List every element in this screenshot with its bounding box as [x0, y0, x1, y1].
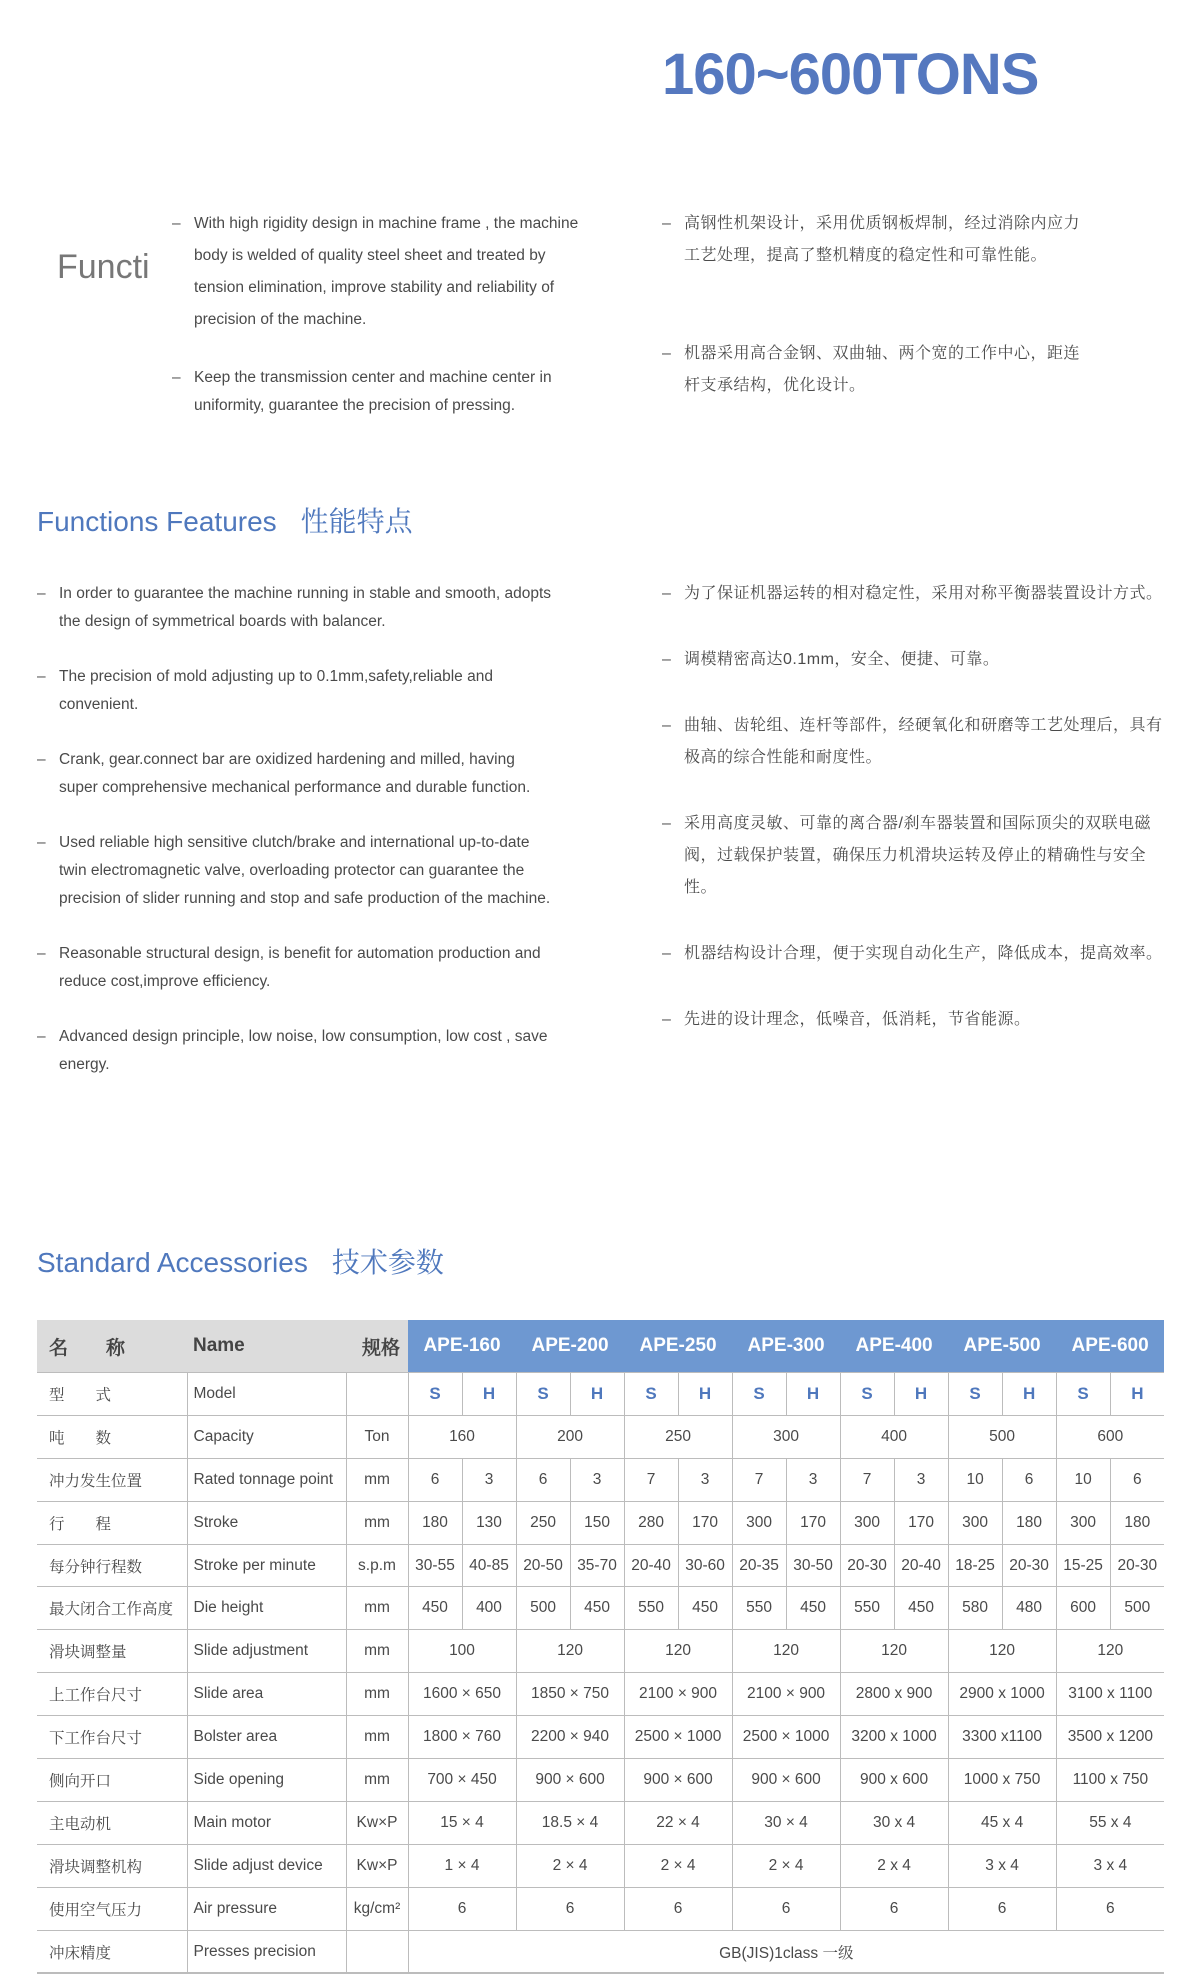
spec-value-cell: 100 — [408, 1630, 516, 1673]
feature-en-item: – In order to guarantee the machine running in stable and smooth, adopts the design of symmetrical boards with balancer. — [37, 580, 557, 636]
spec-value-cell: 15 × 4 — [408, 1801, 516, 1844]
intro-zh-item: – 高钢性机架设计，采用优质钢板焊制，经过消除内应力工艺处理，提高了整机精度的稳定性和可靠性能。 — [662, 208, 1082, 272]
spec-value-cell: 120 — [840, 1630, 948, 1673]
type-cell: H — [678, 1373, 732, 1416]
feature-zh-item: – 先进的设计理念，低噪音，低消耗，节省能源。 — [662, 1004, 1172, 1036]
spec-value-cell: 3500 x 1200 — [1056, 1716, 1164, 1759]
spec-value-cell: 2 × 4 — [732, 1844, 840, 1887]
row-label-en: Slide adjustment — [187, 1630, 346, 1673]
intro-side-label: Functi — [57, 248, 150, 286]
spec-value-cell: 150 — [570, 1501, 624, 1544]
row-label-zh: 最大闭合工作高度 — [37, 1587, 187, 1630]
row-unit: mm — [346, 1630, 408, 1673]
spec-value-cell: 2 × 4 — [624, 1844, 732, 1887]
spec-value-cell: 6 — [408, 1458, 462, 1501]
spec-row — [37, 1415, 1164, 1458]
spec-value-cell: 2 x 4 — [840, 1844, 948, 1887]
spec-value-cell: 3 — [786, 1458, 840, 1501]
spec-row — [37, 1801, 1164, 1844]
spec-value-cell: 550 — [840, 1587, 894, 1630]
row-label-zh: 吨 数 — [37, 1415, 187, 1458]
spec-value-cell: 2200 × 940 — [516, 1716, 624, 1759]
spec-value-cell: 20-30 — [1002, 1544, 1056, 1587]
feature-zh-item: – 曲轴、齿轮组、连杆等部件，经硬氧化和研磨等工艺处理后，具有极高的综合性能和耐度性。 — [662, 710, 1172, 774]
spec-row — [37, 1759, 1164, 1802]
spec-value-cell: 55 x 4 — [1056, 1801, 1164, 1844]
row-label-zh: 冲床精度 — [37, 1930, 187, 1973]
type-cell: H — [1110, 1373, 1164, 1416]
row-label-en: Presses precision — [187, 1930, 346, 1973]
spec-value-cell: 300 — [732, 1415, 840, 1458]
spec-value-cell: 450 — [570, 1587, 624, 1630]
spec-value-cell: 3 — [570, 1458, 624, 1501]
row-label-en: Side opening — [187, 1759, 346, 1802]
spec-value-cell: 900 x 600 — [840, 1759, 948, 1802]
spec-value-cell: 200 — [516, 1415, 624, 1458]
spec-value-cell: 1600 × 650 — [408, 1673, 516, 1716]
header-model: APE-600 — [1056, 1320, 1164, 1373]
spec-value-cell: 2100 × 900 — [624, 1673, 732, 1716]
spec-value-cell: 10 — [948, 1458, 1002, 1501]
spec-value-cell: 3 x 4 — [1056, 1844, 1164, 1887]
spec-value-cell: 170 — [894, 1501, 948, 1544]
spec-value-cell: 450 — [408, 1587, 462, 1630]
spec-value-cell: 550 — [732, 1587, 786, 1630]
spec-value-cell: 400 — [840, 1415, 948, 1458]
type-cell: H — [462, 1373, 516, 1416]
header-name-zh: 名 称 — [37, 1320, 187, 1373]
spec-value-cell: 2900 x 1000 — [948, 1673, 1056, 1716]
spec-value-cell: 250 — [624, 1415, 732, 1458]
spec-value-cell: 20-40 — [894, 1544, 948, 1587]
spec-value-cell: 20-30 — [840, 1544, 894, 1587]
spec-value-cell: 900 × 600 — [516, 1759, 624, 1802]
spec-value-cell: 6 — [840, 1887, 948, 1930]
row-unit — [346, 1373, 408, 1416]
header-model: APE-400 — [840, 1320, 948, 1373]
header-model: APE-200 — [516, 1320, 624, 1373]
row-label-zh: 每分钟行程数 — [37, 1544, 187, 1587]
spec-value-cell: 120 — [1056, 1630, 1164, 1673]
type-cell: S — [624, 1373, 678, 1416]
row-unit: mm — [346, 1673, 408, 1716]
row-label-zh: 主电动机 — [37, 1801, 187, 1844]
spec-header-row — [37, 1320, 1164, 1373]
spec-value-cell: 3100 x 1100 — [1056, 1673, 1164, 1716]
precision-value: GB(JIS)1class 一级 — [408, 1930, 1164, 1973]
row-label-zh: 滑块调整量 — [37, 1630, 187, 1673]
precision-row — [37, 1930, 1164, 1973]
spec-value-cell: 1850 × 750 — [516, 1673, 624, 1716]
intro-zh-item: – 机器采用高合金钢、双曲轴、两个宽的工作中心，距连杆支承结构，优化设计。 — [662, 338, 1082, 402]
row-unit: mm — [346, 1501, 408, 1544]
spec-value-cell: 400 — [462, 1587, 516, 1630]
spec-value-cell: 180 — [1110, 1501, 1164, 1544]
spec-value-cell: 3 — [462, 1458, 516, 1501]
row-label-en: Capacity — [187, 1415, 346, 1458]
model-type-row — [37, 1373, 1164, 1416]
intro-en-item: – With high rigidity design in machine frame , the machine body is welded of quality steel sheet and treated by tension elimination, improve stability and reliability of precision of the machine. — [172, 208, 592, 336]
spec-value-cell: 2500 × 1000 — [732, 1716, 840, 1759]
feature-en-item: – Reasonable structural design, is benefit for automation production and reduce cost,improve efficiency. — [37, 940, 557, 996]
spec-value-cell: 20-40 — [624, 1544, 678, 1587]
row-label-en: Model — [187, 1373, 346, 1416]
spec-value-cell: 6 — [732, 1887, 840, 1930]
spec-value-cell: 2 × 4 — [516, 1844, 624, 1887]
spec-value-cell: 180 — [408, 1501, 462, 1544]
feature-zh-item: – 调模精密高达0.1mm，安全、便捷、可靠。 — [662, 644, 1172, 676]
spec-value-cell: 3 — [894, 1458, 948, 1501]
spec-value-cell: 120 — [732, 1630, 840, 1673]
feature-zh-item: – 机器结构设计合理，便于实现自动化生产，降低成本，提高效率。 — [662, 938, 1172, 970]
header-model: APE-500 — [948, 1320, 1056, 1373]
intro-zh-list — [662, 208, 1082, 402]
spec-value-cell: 170 — [786, 1501, 840, 1544]
spec-value-cell: 450 — [786, 1587, 840, 1630]
spec-value-cell: 20-30 — [1110, 1544, 1164, 1587]
row-unit: Ton — [346, 1415, 408, 1458]
row-label-en: Slide area — [187, 1673, 346, 1716]
row-unit: mm — [346, 1458, 408, 1501]
features-en-list — [37, 580, 557, 1079]
row-label-zh: 侧向开口 — [37, 1759, 187, 1802]
spec-value-cell: 6 — [624, 1887, 732, 1930]
spec-value-cell: 30-50 — [786, 1544, 840, 1587]
spec-value-cell: 2100 × 900 — [732, 1673, 840, 1716]
spec-value-cell: 180 — [1002, 1501, 1056, 1544]
row-label-en: Stroke per minute — [187, 1544, 346, 1587]
type-cell: H — [894, 1373, 948, 1416]
header-unit: 规格 — [346, 1320, 408, 1373]
spec-value-cell: 3 — [678, 1458, 732, 1501]
row-label-en: Main motor — [187, 1801, 346, 1844]
spec-value-cell: 6 — [1002, 1458, 1056, 1501]
spec-value-cell: 18.5 × 4 — [516, 1801, 624, 1844]
row-label-zh: 滑块调整机构 — [37, 1844, 187, 1887]
type-cell: H — [1002, 1373, 1056, 1416]
row-unit: kg/cm² — [346, 1887, 408, 1930]
spec-value-cell: 7 — [732, 1458, 786, 1501]
spec-value-cell: 450 — [894, 1587, 948, 1630]
type-cell: S — [840, 1373, 894, 1416]
spec-value-cell: 6 — [948, 1887, 1056, 1930]
feature-zh-item: – 采用高度灵敏、可靠的离合器/刹车器装置和国际顶尖的双联电磁阀，过载保护装置，确保压力机滑块运转及停止的精确性与安全性。 — [662, 808, 1172, 904]
spec-value-cell: 170 — [678, 1501, 732, 1544]
spec-value-cell: 6 — [516, 1458, 570, 1501]
type-cell: S — [732, 1373, 786, 1416]
row-label-zh: 下工作台尺寸 — [37, 1716, 187, 1759]
row-label-zh: 行 程 — [37, 1501, 187, 1544]
row-unit: mm — [346, 1716, 408, 1759]
features-title-zh: 性能特点 — [300, 506, 413, 537]
spec-row — [37, 1630, 1164, 1673]
spec-value-cell: 300 — [840, 1501, 894, 1544]
row-label-en: Air pressure — [187, 1887, 346, 1930]
spec-value-cell: 250 — [516, 1501, 570, 1544]
specs-title-zh: 技术参数 — [331, 1247, 444, 1278]
spec-value-cell: 7 — [840, 1458, 894, 1501]
row-unit: Kw×P — [346, 1844, 408, 1887]
feature-en-item: – Advanced design principle, low noise, low consumption, low cost , save energy. — [37, 1023, 557, 1079]
spec-value-cell: 300 — [732, 1501, 786, 1544]
spec-value-cell: 900 × 600 — [624, 1759, 732, 1802]
spec-value-cell: 500 — [948, 1415, 1056, 1458]
spec-value-cell: 300 — [1056, 1501, 1110, 1544]
spec-value-cell: 580 — [948, 1587, 1002, 1630]
feature-en-item: – The precision of mold adjusting up to 0.1mm,safety,reliable and convenient. — [37, 663, 557, 719]
spec-value-cell: 45 x 4 — [948, 1801, 1056, 1844]
spec-value-cell: 160 — [408, 1415, 516, 1458]
spec-value-cell: 120 — [948, 1630, 1056, 1673]
row-unit: mm — [346, 1587, 408, 1630]
spec-value-cell: 130 — [462, 1501, 516, 1544]
type-cell: H — [786, 1373, 840, 1416]
spec-table — [37, 1320, 1164, 1974]
row-label-zh: 使用空气压力 — [37, 1887, 187, 1930]
row-label-zh: 上工作台尺寸 — [37, 1673, 187, 1716]
spec-value-cell: 6 — [516, 1887, 624, 1930]
spec-value-cell: 1 × 4 — [408, 1844, 516, 1887]
spec-value-cell: 450 — [678, 1587, 732, 1630]
spec-row — [37, 1501, 1164, 1544]
spec-value-cell: 600 — [1056, 1415, 1164, 1458]
spec-value-cell: 1000 x 750 — [948, 1759, 1056, 1802]
row-label-zh: 型 式 — [37, 1373, 187, 1416]
spec-value-cell: 35-70 — [570, 1544, 624, 1587]
header-model: APE-160 — [408, 1320, 516, 1373]
spec-value-cell: 3300 x1100 — [948, 1716, 1056, 1759]
spec-value-cell: 3 x 4 — [948, 1844, 1056, 1887]
spec-value-cell: 30 x 4 — [840, 1801, 948, 1844]
spec-value-cell: 1100 x 750 — [1056, 1759, 1164, 1802]
spec-value-cell: 2500 × 1000 — [624, 1716, 732, 1759]
header-model: APE-250 — [624, 1320, 732, 1373]
features-title-en: Functions Features — [37, 506, 277, 537]
type-cell: S — [408, 1373, 462, 1416]
spec-row — [37, 1673, 1164, 1716]
features-zh-list — [662, 578, 1172, 1036]
spec-value-cell: 22 × 4 — [624, 1801, 732, 1844]
spec-value-cell: 2800 x 900 — [840, 1673, 948, 1716]
spec-value-cell: 6 — [1056, 1887, 1164, 1930]
header-model: APE-300 — [732, 1320, 840, 1373]
spec-value-cell: 1800 × 760 — [408, 1716, 516, 1759]
spec-value-cell: 20-50 — [516, 1544, 570, 1587]
spec-value-cell: 600 — [1056, 1587, 1110, 1630]
spec-value-cell: 500 — [1110, 1587, 1164, 1630]
spec-row — [37, 1887, 1164, 1930]
spec-value-cell: 280 — [624, 1501, 678, 1544]
spec-value-cell: 10 — [1056, 1458, 1110, 1501]
spec-row — [37, 1716, 1164, 1759]
spec-value-cell: 300 — [948, 1501, 1002, 1544]
row-label-en: Stroke — [187, 1501, 346, 1544]
row-unit: mm — [346, 1759, 408, 1802]
spec-value-cell: 6 — [408, 1887, 516, 1930]
spec-value-cell: 120 — [624, 1630, 732, 1673]
specs-heading — [37, 1241, 444, 1281]
spec-value-cell: 15-25 — [1056, 1544, 1110, 1587]
spec-value-cell: 3200 x 1000 — [840, 1716, 948, 1759]
intro-en-list — [172, 208, 592, 420]
row-label-en: Bolster area — [187, 1716, 346, 1759]
spec-value-cell: 500 — [516, 1587, 570, 1630]
spec-row — [37, 1844, 1164, 1887]
feature-zh-item: – 为了保证机器运转的相对稳定性，采用对称平衡器装置设计方式。 — [662, 578, 1172, 610]
spec-row — [37, 1458, 1164, 1501]
spec-row — [37, 1544, 1164, 1587]
spec-value-cell: 900 × 600 — [732, 1759, 840, 1802]
spec-value-cell: 30-55 — [408, 1544, 462, 1587]
header-name-en: Name — [187, 1320, 346, 1373]
intro-en-item: – Keep the transmission center and machine center in uniformity, guarantee the precision of pressing. — [172, 364, 592, 420]
row-label-en: Slide adjust device — [187, 1844, 346, 1887]
spec-value-cell: 480 — [1002, 1587, 1056, 1630]
spec-value-cell: 30-60 — [678, 1544, 732, 1587]
spec-value-cell: 7 — [624, 1458, 678, 1501]
type-cell: S — [516, 1373, 570, 1416]
spec-value-cell: 40-85 — [462, 1544, 516, 1587]
row-label-zh: 冲力发生位置 — [37, 1458, 187, 1501]
spec-value-cell: 700 × 450 — [408, 1759, 516, 1802]
spec-value-cell: 20-35 — [732, 1544, 786, 1587]
spec-value-cell: 18-25 — [948, 1544, 1002, 1587]
row-unit — [346, 1930, 408, 1973]
row-label-en: Rated tonnage point — [187, 1458, 346, 1501]
type-cell: S — [1056, 1373, 1110, 1416]
spec-row — [37, 1587, 1164, 1630]
spec-value-cell: 30 × 4 — [732, 1801, 840, 1844]
features-heading — [37, 500, 413, 540]
type-cell: S — [948, 1373, 1002, 1416]
feature-en-item: – Used reliable high sensitive clutch/brake and international up-to-date twin electromagnetic valve, overloading protector can guarantee the precision of slider running and stop and safe production of the machine. — [37, 829, 557, 913]
spec-value-cell: 120 — [516, 1630, 624, 1673]
row-label-en: Die height — [187, 1587, 346, 1630]
row-unit: s.p.m — [346, 1544, 408, 1587]
spec-value-cell: 6 — [1110, 1458, 1164, 1501]
spec-value-cell: 550 — [624, 1587, 678, 1630]
feature-en-item: – Crank, gear.connect bar are oxidized hardening and milled, having super comprehensive mechanical performance and durable function. — [37, 746, 557, 802]
specs-title-en: Standard Accessories — [37, 1247, 308, 1278]
type-cell: H — [570, 1373, 624, 1416]
page-title: 160~600TONS — [662, 42, 1039, 107]
row-unit: Kw×P — [346, 1801, 408, 1844]
